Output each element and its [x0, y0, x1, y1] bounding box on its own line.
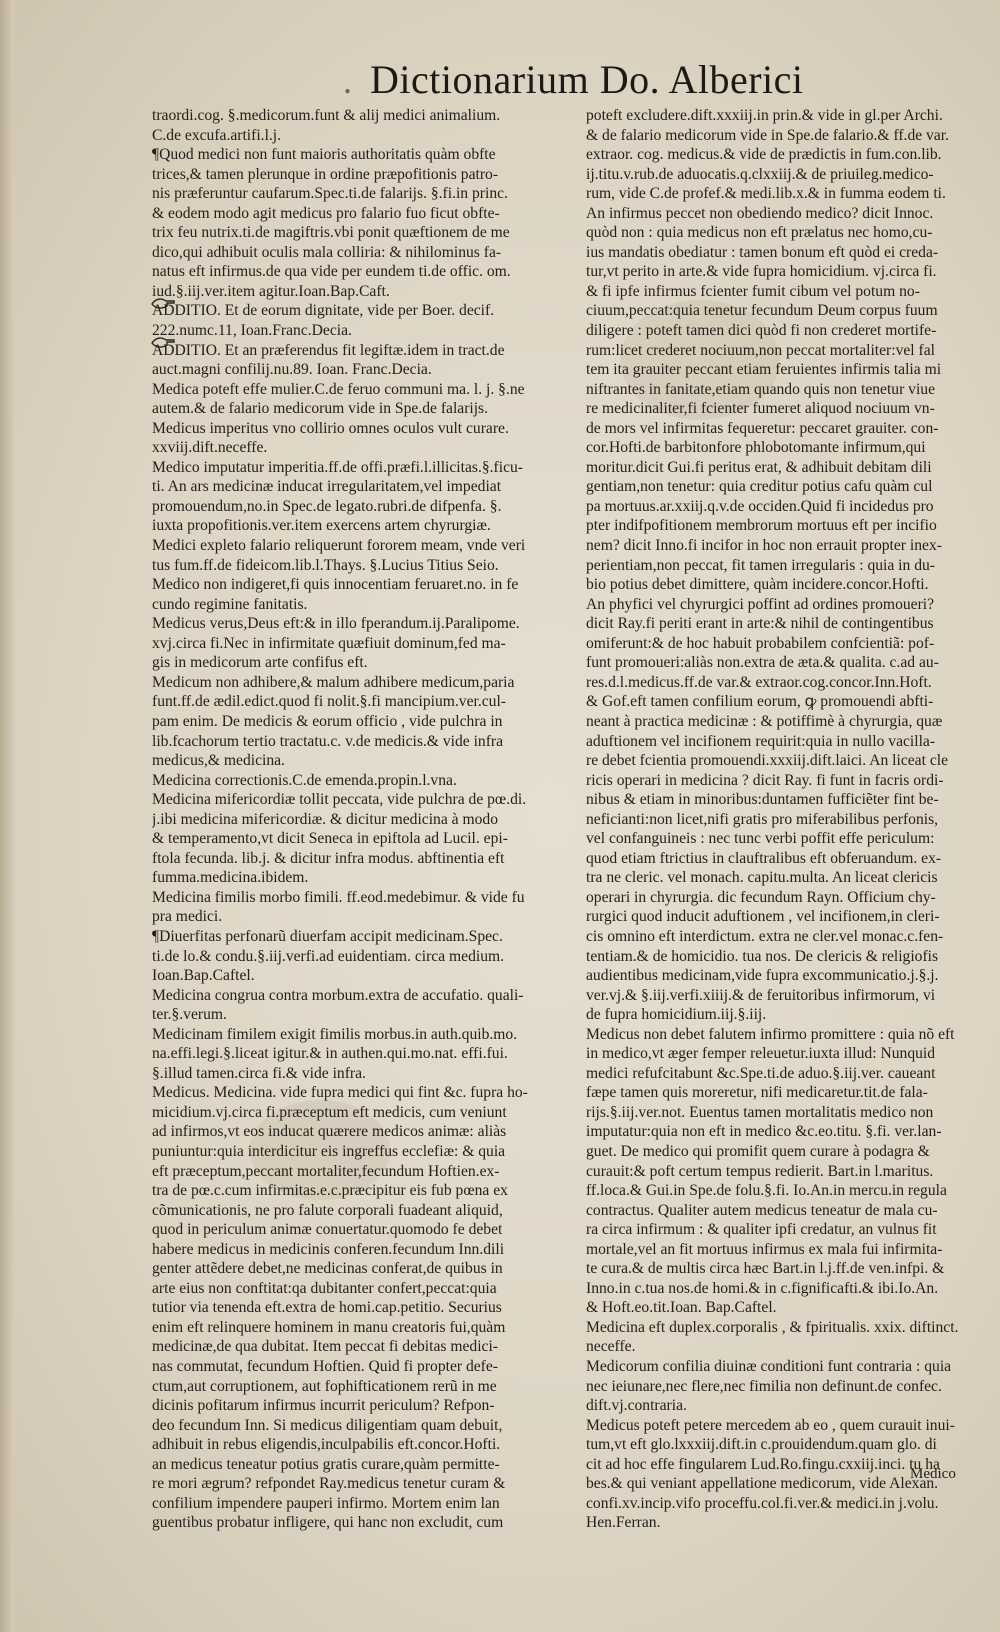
text-line: na.effi.legi.§.liceat igitur.& in authen.qui.mo.nat. effi.fui.	[152, 1045, 508, 1063]
text-line: pter indifpofitionem membrorum mortuus eft per incifio	[586, 517, 937, 535]
text-line: genter attẽdere debet,ne medicinas conferat,de quibus in	[152, 1260, 503, 1278]
text-line: funt promoueri:aliàs non.extra de æta.& qualita. c.ad au-	[586, 654, 939, 672]
text-line: nis præferuntur caufarum.Spec.ti.de falarijs. §.fi.in princ.	[152, 185, 508, 203]
text-line: ADDITIO. Et an præferendus fit legiftæ.idem in tract.de	[152, 341, 505, 359]
text-line: puniuntur:quia interdicitur eis ingreffus ecclefiæ: & quia	[152, 1142, 506, 1160]
text-line: dift.vj.contraria.	[586, 1397, 687, 1415]
text-line: Medico non indigeret,fi quis innocentiam feruaret.no. in fe	[152, 576, 519, 594]
text-line: dicinis pofitarum infirmus incurrit periculum? Refpon-	[152, 1397, 495, 1415]
text-line: Medicina mifericordiæ tollit peccata, vide pulchra de pœ.di.	[152, 791, 527, 809]
text-line: Medicus. Medicina. vide fupra medici qui fint &c. fupra ho-	[152, 1084, 528, 1102]
text-line: rum:licet crederet nociuum,non peccat mortaliter:vel fal	[586, 341, 935, 359]
text-line: rijs.§.iij.ver.not. Euentus tamen mortalitatis medico non	[586, 1103, 934, 1121]
text-line: j.ibi medicina mifericordiæ. & dicitur medicina à modo	[152, 810, 499, 828]
text-line: nibus & etiam in minoribus:duntamen fufficiẽter fint be-	[586, 791, 939, 809]
text-line: ver.vj.& §.iij.verfi.xiiij.& de feruitoribus infirmorum, vi	[586, 986, 936, 1004]
text-line: 222.numc.11, Ioan.Franc.Decia.	[152, 322, 352, 340]
text-line: iud.§.iij.ver.item agitur.Ioan.Bap.Caft.	[152, 282, 390, 300]
text-line: medicinæ,de qua dubitat. Item peccat fi debitas medici-	[152, 1338, 498, 1356]
text-line: habere medicus in medicinis conferen.fecundum Inn.dili	[152, 1240, 505, 1258]
text-line: Ioan.Bap.Caftel.	[152, 967, 255, 985]
text-line: tra ne cleric. vel monach. capitu.multa. An liceat clericis	[586, 869, 938, 887]
text-line: cundo regimine fanitatis.	[152, 595, 308, 613]
text-line: curauit:& poft certum tempus redierit. Bart.in l.maritus.	[586, 1162, 934, 1180]
text-line: extraor. cog. medicus.& vide de prædictis in fum.con.lib.	[586, 146, 942, 164]
text-line: ius mandatis obediatur : tamen bonum eft quòd ei creda-	[586, 243, 939, 261]
text-line: & Hoft.eo.tit.Ioan. Bap.Caftel.	[586, 1299, 777, 1317]
right-text-column	[586, 106, 988, 1533]
text-line: C.de excufa.artifi.l.j.	[152, 126, 282, 144]
text-line: ra circa infirmum : & qualiter ipfi credatur, an vulnus fit	[586, 1221, 937, 1239]
text-line: Medicina eft duplex.corporalis , & fpiritualis. xxix. diftinct.	[586, 1318, 959, 1336]
text-line: gis in medicorum arte confifus eft.	[152, 654, 368, 672]
text-line: medici refufcitabunt &c.Spe.ti.de aduo.§.iij.ver. caueant	[586, 1064, 936, 1082]
text-line: cit ad hoc effe fingularem Lud.Ro.fingu.cxxiij.inci. tu ha	[586, 1455, 940, 1473]
text-line: pam enim. De medicis & eorum officio , vide pulchra in	[152, 712, 503, 730]
text-line: arte eius non conftitat:qa dubitanter confert,peccat:quia	[152, 1279, 497, 1297]
text-line: xxviij.dift.neceffe.	[152, 439, 268, 457]
text-line: Medicus non debet falutem infirmo promittere : quia nõ eft	[586, 1025, 955, 1043]
text-line: Medicorum confilia diuinæ conditioni funt contraria : quia	[586, 1358, 952, 1375]
text-line: ter.§.verum.	[152, 1006, 227, 1024]
text-line: bes.& qui veniant appellatione medicorum, vide Alexan.	[586, 1475, 939, 1493]
text-line: Hen.Ferran.	[586, 1514, 661, 1532]
text-line: Medico imputatur imperitia.ff.de offi.præfi.l.illicitas.§.ficu-	[152, 458, 523, 476]
text-line: adhibuit in rebus eligendis,inculpabilis eft.concor.Hofti.	[152, 1436, 501, 1454]
catchword: Medico	[910, 1466, 956, 1482]
text-line: dico,qui adhibuit oculis mala colliria: & nihilominus fa-	[152, 243, 502, 261]
text-line: nec ieiunare,nec flere,nec fimilia non definunt.de confec.	[586, 1377, 942, 1395]
text-line: quod in periculum animæ conuertatur.quomodo fe debet	[152, 1221, 503, 1239]
text-line: confi.xv.incip.vifo proceffu.col.fi.ver.& medici.in j.volu.	[586, 1494, 939, 1512]
text-line: re medicinaliter,fi fcienter fumeret aliquod nociuum vn-	[586, 400, 935, 418]
text-line: fumma.medicina.ibidem.	[152, 869, 309, 887]
text-line: fæpe tamen quis moreretur, nifi medicaretur.tit.de fala-	[586, 1084, 928, 1102]
text-line: Medicina fimilis morbo fimili. ff.eod.medebimur. & vide fu	[152, 888, 525, 906]
text-line: quod etiam ftrictius in clauftralibus eft obferuandum. ex-	[586, 849, 942, 867]
text-line: ricis operari in medicina ? dicit Ray. fi funt in facris ordi-	[586, 771, 944, 789]
text-line: neant à practica medicinæ : & potiffimè à chyrurgia, quæ	[586, 712, 943, 730]
page-title: Dictionarium Do. Alberici	[370, 57, 804, 102]
text-line: Inno.in c.tua nos.de homi.& in c.fignificafti.& ibi.Io.An.	[586, 1279, 939, 1297]
text-line: pra medici.	[152, 908, 223, 926]
text-line: audientibus medicinam,vide fupra excommunicatio.j.§.j.	[586, 967, 939, 985]
header-ornament: .	[343, 61, 352, 101]
text-line: contractus. Qualiter autem medicus teneatur de mala cu-	[586, 1201, 938, 1219]
text-line: guentibus probatur infligere, qui hanc non excludit, cum	[152, 1514, 504, 1532]
text-line: cor.Hofti.de barbitonfore phlobotomante infirmum,qui	[586, 439, 926, 457]
text-line: trices,& tamen plerunque in ordine præpofitionis patro-	[152, 165, 499, 183]
page-gutter	[0, 0, 14, 1632]
text-line: §.illud tamen.circa fi.& vide infra.	[152, 1064, 366, 1082]
text-line: ¶Diuerfitas perfonarũ diuerfam accipit medicinam.Spec.	[152, 927, 503, 945]
text-line: tum,vt eft glo.lxxxiij.dift.in c.prouidendum.quam glo. di	[586, 1436, 937, 1454]
text-line: Medicus imperitus vno collirio omnes oculos vult curare.	[152, 419, 509, 437]
text-line: de fupra homicidium.iij.§.iij.	[586, 1006, 767, 1024]
text-line: ftola fecunda. lib.j. & dicitur infra modus. abftinentia eft	[152, 849, 505, 867]
text-line: Medica poteft effe mulier.C.de feruo communi ma. l. j. §.ne	[152, 380, 525, 398]
text-line: eft præceptum,peccant mortaliter,fecundum Hoftien.ex-	[152, 1162, 500, 1180]
text-line: lib.fcachorum tertio tractatu.c. v.de medicis.& vide infra	[152, 732, 504, 750]
text-line: ADDITIO. Et de eorum dignitate, vide per Boer. decif.	[152, 302, 495, 320]
text-line: auct.magni confilij.nu.89. Ioan. Franc.Decia.	[152, 361, 432, 379]
text-line: Medicina correctionis.C.de emenda.propin.l.vna.	[152, 771, 457, 789]
text-line: natus eft infirmus.de qua vide per eundem ti.de offic. om.	[152, 263, 511, 281]
text-line: neceffe.	[586, 1338, 636, 1356]
text-line: bio potius debet dimittere, quàm incidere.concor.Hofti.	[586, 576, 929, 594]
text-line: ciuum,peccat:quia tenetur fecundum Deum corpus fuum	[586, 302, 938, 320]
text-line: quòd non : quia medicus non eft prælatus nec homo,cu-	[586, 224, 933, 242]
text-line: omiferunt:& de hoc habuit probabilem confcientiã: pof-	[586, 634, 935, 652]
text-line: ti.de lo.& condu.§.iij.verfi.ad euidentiam. circa medium.	[152, 947, 505, 965]
text-line: autem.& de falario medicorum vide in Spe.de falarijs.	[152, 400, 489, 418]
text-line: niftrantes in fanitate,etiam quando quis non tenetur viue	[586, 380, 936, 398]
text-line: medicus,& medicina.	[152, 752, 285, 770]
text-line: & fi ipfe infirmus fcienter fumit cibum vel potum no-	[586, 282, 920, 300]
text-line: moritur.dicit Gui.fi peritus erat, & adhibuit debitam dili	[586, 458, 932, 476]
text-line: ad infirmos,vt eos inducat quærere medicos animæ: aliàs	[152, 1123, 507, 1141]
text-line: ti. An ars medicinæ inducat irregularitatem,vel impediat	[152, 478, 502, 496]
text-line: re mori ægrum? refpondet Ray.medicus tenetur curam &	[152, 1475, 506, 1493]
text-line: & temperamento,vt dicit Seneca in epiftola ad Lucil. epi-	[152, 830, 508, 848]
text-line: guet. De medico qui promifit quem curare à podagra &	[586, 1142, 930, 1160]
left-text-column	[152, 106, 570, 1533]
text-line: rurgici quod inducit aduftionem , vel incifionem,in cleri-	[586, 908, 940, 926]
text-line: de mors vel infirmitas fequeretur: peccaret grauiter. con-	[586, 419, 939, 437]
text-line: & de falario medicorum vide in Spe.de falario.& ff.de var.	[586, 126, 950, 144]
text-line: ij.titu.v.rub.de aduocatis.q.clxxiij.& de priuileg.medico-	[586, 165, 934, 183]
text-line: Medicus verus,Deus eft:& in illo fperandum.ij.Paralipome.	[152, 615, 520, 633]
text-line: promouendum,no.in Spec.de legato.rubri.de difpenfa. §.	[152, 497, 502, 515]
text-line: ¶Quod medici non funt maioris authoritatis quàm obfte	[152, 146, 496, 164]
text-line: te cura.& de multis circa hæc Bart.in l.j.ff.de ven.infpi. &	[586, 1260, 945, 1278]
text-line: tur,vt perito in arte.& vide fupra homicidium. vj.circa fi.	[586, 263, 937, 281]
text-line: diligere : poteft tamen dici quòd fi non crederet mortife-	[586, 322, 937, 340]
text-line: neficianti:non licet,nifi gratis pro miferabilibus perfonis,	[586, 810, 939, 828]
text-line: in medico,vt æger femper releuetur.iuxta illud: Nunquid	[586, 1045, 936, 1063]
text-line: re debet fcientia promouendi.xxxiij.dift.laici. An liceat cle	[586, 752, 948, 770]
text-line: an medicus teneatur potius gratis curare,quàm permitte-	[152, 1455, 500, 1473]
text-line: funt.ff.de ædil.edict.quod fi nolit.§.fi mancipium.ver.cul-	[152, 693, 506, 711]
text-line: Medicus poteft petere mercedem ab eo , quem curauit inui-	[586, 1416, 955, 1434]
text-line: tus fum.ff.de fideicom.lib.l.Thays. §.Lucius Titius Seio.	[152, 556, 499, 574]
text-line: operari in chyrurgia. dic fecundum Rayn. Officium chy-	[586, 888, 936, 906]
text-line: aduftionem vel incifionem requirit:quia in nullo vacilla-	[586, 732, 936, 750]
text-line: tem ita grauiter peccant etiam feruientes infirmis talia mi	[586, 361, 942, 379]
text-line: ff.loca.& Gui.in Spe.de folu.§.fi. Io.An.in mercu.in regula	[586, 1182, 947, 1200]
text-line: tra de pœ.c.cum infirmitas.e.c.præcipitur eis fub pœna ex	[152, 1182, 508, 1200]
text-line: enim eft relinquere hominem in manu creatoris fui,quàm	[152, 1318, 506, 1336]
text-line: cis omnino eft interdictum. extra ne cler.vel monac.c.fen-	[586, 927, 944, 945]
text-line: cõmunicationis, ne pro falute corporali fuadeant aliquid,	[152, 1201, 503, 1219]
text-line: deo fecundum Inn. Si medicus diligentiam quam debuit,	[152, 1416, 503, 1434]
text-line: Medicinam fimilem exigit fimilis morbus.in auth.quib.mo.	[152, 1025, 518, 1043]
text-line: gentiam,non tenetur: quia creditur potius cafu quàm cul	[586, 478, 933, 496]
text-line: micidium.vj.circa fi.præceptum eft medicis, cum veniunt	[152, 1103, 507, 1121]
text-line: traordi.cog. §.medicorum.funt & alij medici animalium.	[152, 107, 501, 124]
text-line: xvj.circa fi.Nec in infirmitate quæfiuit dominum,fed ma-	[152, 634, 506, 652]
text-line: mortale,vel an fit mortuus infirmus ex mala fui infirmita-	[586, 1240, 943, 1258]
text-line: tutior via tenenda eft.extra de homi.cap.petitio. Securius	[152, 1299, 502, 1317]
text-line: poteft excludere.dift.xxxiij.in prin.& vide in gl.per Archi.	[586, 107, 943, 124]
text-line: An phyfici vel chyrurgici poffint ad ordines promoueri?	[586, 595, 935, 613]
text-line: Medicina congrua contra morbum.extra de accufatio. quali-	[152, 986, 524, 1004]
text-line: rum, vide C.de profef.& medi.lib.x.& in fumma eodem ti.	[586, 185, 946, 203]
text-line: pa mortuus.ar.xxiij.q.v.de occiden.Quid fi incidedus pro	[586, 497, 934, 515]
text-line: iuxta propofitionis.ver.item exercens artem chyrurgiæ.	[152, 517, 491, 535]
text-line: tentiam.& de homicidio. tua nos. De clericis & religiofis	[586, 947, 939, 965]
running-header	[0, 56, 1000, 106]
text-line: & eodem modo agit medicus pro falario fuo ficut obfte-	[152, 204, 500, 222]
text-line: Medici expleto falario reliquerunt fororem meam, vnde veri	[152, 537, 526, 555]
text-line: vel confanguineis : nec tunc verbi poffit effe periculum:	[586, 830, 935, 848]
text-line: imputatur:quia non eft in medico &c.eo.titu. §.fi. ver.lan-	[586, 1123, 942, 1141]
text-line: & Gof.eft tamen confilium eorum, ꝙ promouendi abfti-	[586, 693, 934, 711]
text-line: An infirmus peccet non obediendo medico? dicit Innoc.	[586, 204, 934, 222]
text-line: nem? dicit Inno.fi incifor in hoc non errauit propter inex-	[586, 537, 942, 555]
text-line: nas commutat, fecundum Hoftien. Quid fi propter defe-	[152, 1358, 498, 1375]
text-line: res.d.l.medicus.ff.de var.& extraor.cog.concor.Inn.Hoft.	[586, 673, 932, 691]
text-line: dicit Ray.fi periti erant in arte:& nihil de contingentibus	[586, 615, 934, 633]
text-line: perientiam,non peccat, fit tamen irregularis : quia in du-	[586, 556, 936, 574]
text-line: Medicum non adhibere,& malum adhibere medicum,paria	[152, 673, 515, 691]
text-line: confilium impendere pauperi infirmo. Mortem enim lan	[152, 1494, 500, 1512]
text-line: ctum,aut corruptionem, aut fophifticationem rerũ in me	[152, 1377, 497, 1395]
text-line: trix feu nutrix.ti.de magiftris.vbi ponit quæftionem de me	[152, 224, 510, 242]
